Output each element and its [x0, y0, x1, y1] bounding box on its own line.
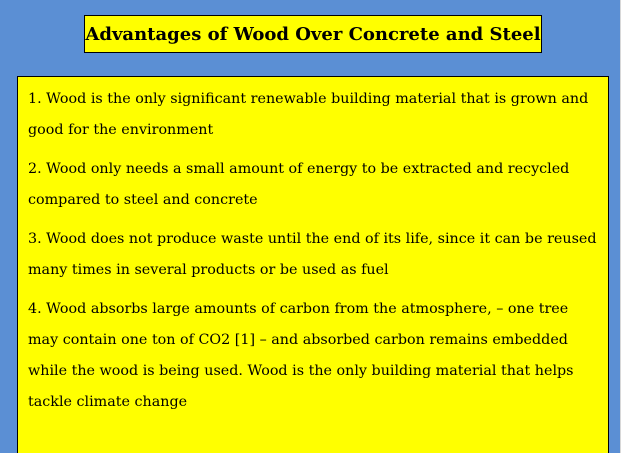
title-box	[84, 15, 542, 53]
advantages-list	[17, 76, 609, 453]
list-item: 2. Wood only needs a small amount of energy to be extracted and recycled compared to steel and concrete	[28, 161, 570, 208]
page-title: Advantages of Wood Over Concrete and Steel	[85, 23, 541, 45]
list-item: 3. Wood does not produce waste until the end of its life, since it can be reused many times in several products or be used as fuel	[28, 231, 597, 278]
list-item: 1. Wood is the only significant renewable building material that is grown and good for the environment	[28, 91, 589, 138]
list-item: 4. Wood absorbs large amounts of carbon from the atmosphere, – one tree may contain one ton of CO2 [1] – and absorbed carbon remains embedded while the wood is being used. Wood is the only building material that helps tackle climate change	[28, 301, 574, 410]
